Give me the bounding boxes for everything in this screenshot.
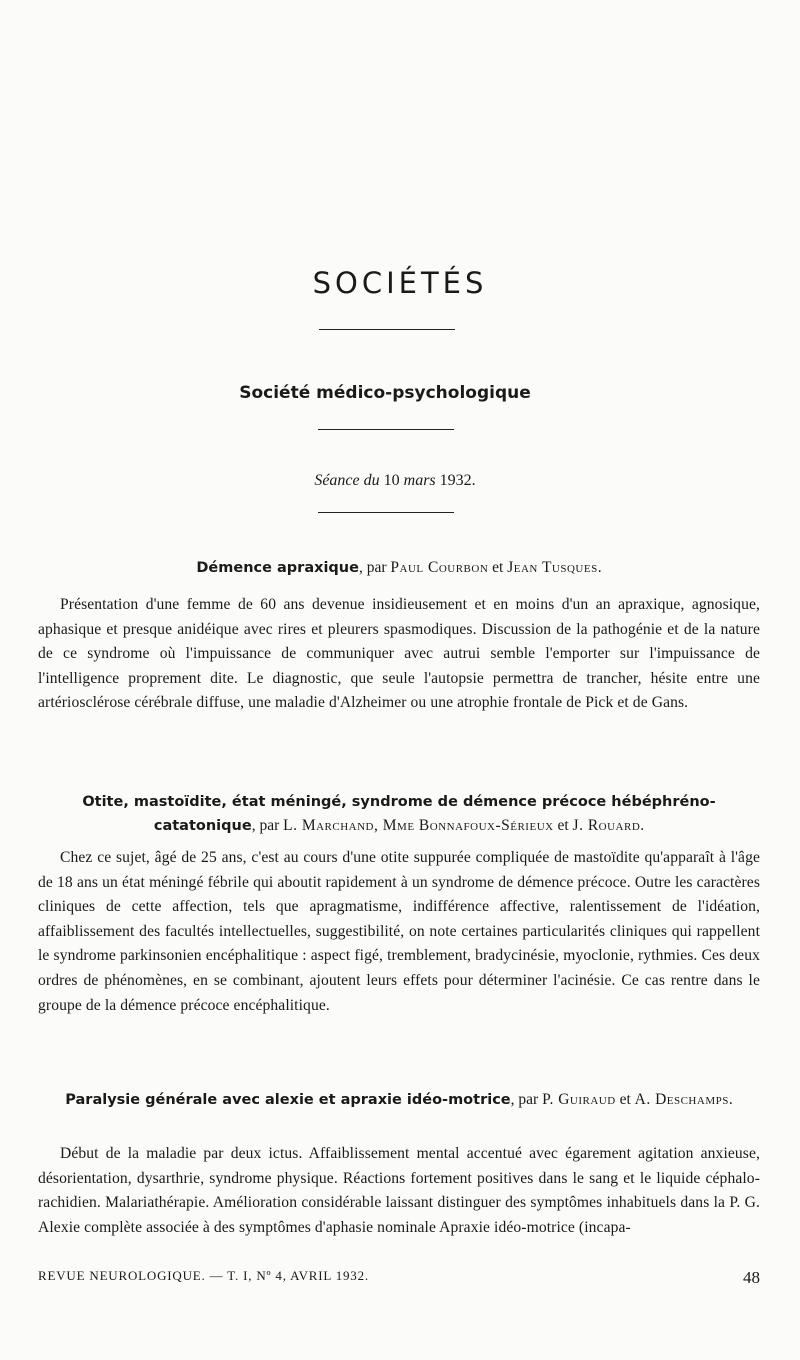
article-body: Chez ce sujet, âgé de 25 ans, c'est au cours d'une otite suppurée compliquée de mastoïdite qu'apparaît à l'âge de 18 ans un état méningé fébrile qui aboutit rapidement à un syndrome de démence précoce. Outre les caractères cliniques de cette affection, tels que apragmatisme, indifférence affective, ralentissement de l'idéation, affaiblissement des facultés intellectuelles, suggestibilité, on note certaines particularités cliniques qui rappellent le syndrome parkinsonien encéphalitique : aspect figé, tremblement, bradycinésie, myoclonie, rythmies. Ces deux ordres de phénomènes, en se combinant, ajoutent leurs effets pour déterminer l'acinésie. Ce cas rentre dans le groupe de la démence précoce encéphalitique.: [38, 849, 760, 1014]
article-heading: [40, 1088, 758, 1112]
seance-label: Séance du: [314, 472, 380, 489]
byline-end: .: [640, 817, 645, 834]
seance-year: 1932.: [439, 472, 476, 489]
page-footer: [38, 1268, 760, 1288]
article-heading: [40, 556, 758, 580]
byline-et: et: [615, 1091, 635, 1108]
byline-par: , par: [251, 817, 284, 834]
article-authors-2: J. Rouard: [572, 817, 641, 834]
seance-day: 10: [383, 472, 400, 489]
divider-rule: [319, 329, 455, 330]
article-authors-2: A. Deschamps: [634, 1091, 729, 1108]
byline-end: .: [597, 559, 602, 576]
article-title: Démence apraxique: [196, 560, 359, 576]
article-authors: P. Guiraud: [542, 1091, 616, 1108]
page-number: 48: [743, 1268, 760, 1287]
article-title: Otite, mastoïdite, état méningé, syndrome de démence précoce hébéphréno-catatonique: [82, 794, 716, 834]
article-title: Paralysie générale avec alexie et apraxie idéo-motrice: [65, 1092, 511, 1108]
divider-rule: [318, 512, 454, 513]
society-title: Société médico-psychologique: [239, 383, 531, 403]
article-authors-2: Jean Tusques: [507, 559, 598, 576]
byline-et: et: [488, 559, 508, 576]
byline-end: .: [728, 1091, 733, 1108]
byline-par: , par: [510, 1091, 543, 1108]
article-body: Présentation d'une femme de 60 ans devenue insidieusement et en moins d'un an apraxique, agnosique, aphasique et presque anidéique avec rires et pleurers spasmodiques. Discussion de la pathogénie et de la nature de ce syndrome où l'impuissance de communiquer avec autrui semble l'emporter sur l'impuissance de l'intelligence proprement dite. Le diagnostic, que seule l'autopsie permettra de trancher, hésite entre une artériosclérose cérébrale diffuse, une maladie d'Alzheimer ou une atrophie frontale de Pick et de Gans.: [38, 596, 760, 712]
divider-rule: [318, 429, 454, 430]
seance-date: [0, 472, 790, 490]
byline-et: et: [553, 817, 573, 834]
section-title: SOCIÉTÉS: [312, 266, 488, 300]
article-body: Début de la maladie par deux ictus. Affaiblissement mental accentué avec égarement agitation anxieuse, désorientation, dysarthrie, syndrome physique. Réactions fortement positives dans le sang et le liquide céphalo-rachidien. Malariathérapie. Amélioration considérable laissant distinguer des symptômes inhabituels dans la P. G. Alexie complète associée à des symptômes d'aphasie nominale Apraxie idéo-motrice (incapa-: [38, 1145, 760, 1236]
article-authors: L. Marchand, Mme Bonnafoux-Sérieux: [283, 817, 554, 834]
article-authors: Paul Courbon: [390, 559, 489, 576]
seance-month: mars: [403, 472, 436, 489]
byline-par: , par: [358, 559, 391, 576]
journal-reference: REVUE NEUROLOGIQUE. — T. I, Nº 4, AVRIL 1932.: [38, 1268, 369, 1283]
article-heading: [40, 790, 758, 838]
